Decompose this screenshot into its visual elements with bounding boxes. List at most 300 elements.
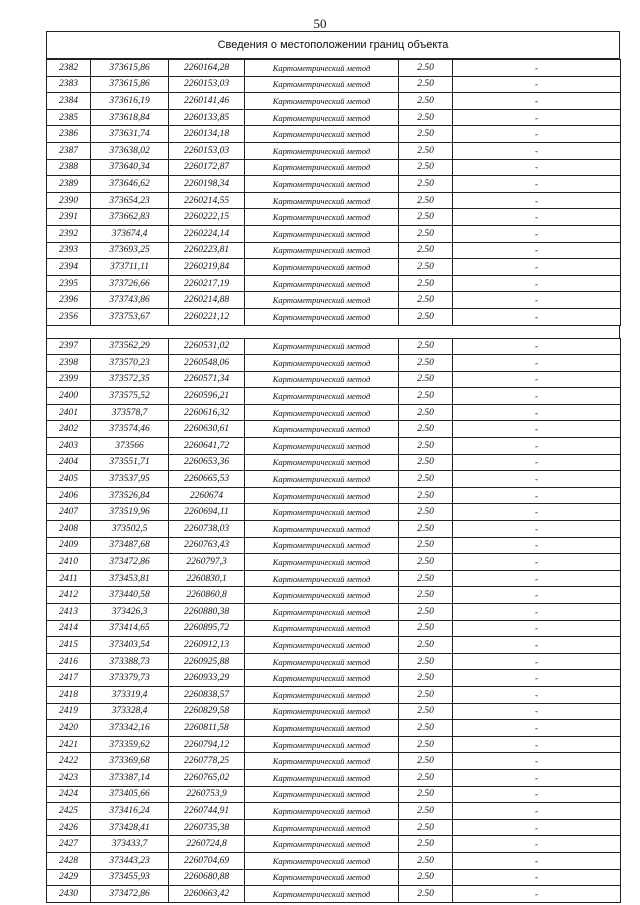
- point-number-cell: 2384: [47, 93, 91, 110]
- coordinate-x-cell: 373551,71: [91, 454, 169, 471]
- coordinate-x-cell: 373414,65: [91, 620, 169, 637]
- table-row: [47, 109, 621, 126]
- coordinate-x-cell: 373654,23: [91, 192, 169, 209]
- coordinate-y-cell: 2260663,42: [169, 886, 245, 903]
- table-row: [47, 176, 621, 193]
- accuracy-cell: 2.50: [399, 686, 453, 703]
- coordinate-y-cell: 2260153,03: [169, 76, 245, 93]
- coordinate-x-cell: 373616,19: [91, 93, 169, 110]
- accuracy-cell: 2.50: [399, 554, 453, 571]
- note-cell: -: [453, 852, 621, 869]
- coordinate-y-cell: 2260763,43: [169, 537, 245, 554]
- coordinate-x-cell: 373319,4: [91, 686, 169, 703]
- method-cell: Картометрический метод: [245, 142, 399, 159]
- note-cell: -: [453, 421, 621, 438]
- note-cell: -: [453, 886, 621, 903]
- table-row: [47, 454, 621, 471]
- coordinate-y-cell: 2260895,72: [169, 620, 245, 637]
- page-number: 50: [313, 16, 327, 31]
- method-cell: Картометрический метод: [245, 587, 399, 604]
- coordinate-x-cell: 373615,86: [91, 76, 169, 93]
- coordinate-y-cell: 2260704,69: [169, 852, 245, 869]
- table-row: [47, 537, 621, 554]
- coordinates-table-2: [46, 338, 621, 903]
- note-cell: -: [453, 471, 621, 488]
- point-number-cell: 2382: [47, 60, 91, 77]
- coordinate-x-cell: 373433,7: [91, 836, 169, 853]
- accuracy-cell: 2.50: [399, 653, 453, 670]
- table-row: [47, 786, 621, 803]
- note-cell: -: [453, 308, 621, 325]
- accuracy-cell: 2.50: [399, 159, 453, 176]
- accuracy-cell: 2.50: [399, 504, 453, 521]
- method-cell: Картометрический метод: [245, 869, 399, 886]
- coordinate-x-cell: 373453,81: [91, 570, 169, 587]
- point-number-cell: 2417: [47, 670, 91, 687]
- table-row: [47, 421, 621, 438]
- accuracy-cell: 2.50: [399, 176, 453, 193]
- note-cell: -: [453, 355, 621, 372]
- point-number-cell: 2393: [47, 242, 91, 259]
- point-number-cell: 2429: [47, 869, 91, 886]
- accuracy-cell: 2.50: [399, 786, 453, 803]
- point-number-cell: 2408: [47, 521, 91, 538]
- method-cell: Картометрический метод: [245, 720, 399, 737]
- coordinate-y-cell: 2260694,11: [169, 504, 245, 521]
- coordinate-y-cell: 2260753,9: [169, 786, 245, 803]
- coordinate-x-cell: 373753,67: [91, 308, 169, 325]
- coordinate-x-cell: 373379,73: [91, 670, 169, 687]
- point-number-cell: 2420: [47, 720, 91, 737]
- table-row: [47, 637, 621, 654]
- coordinate-y-cell: 2260630,61: [169, 421, 245, 438]
- method-cell: Картометрический метод: [245, 803, 399, 820]
- point-number-cell: 2425: [47, 803, 91, 820]
- note-cell: -: [453, 720, 621, 737]
- table-row: [47, 587, 621, 604]
- note-cell: -: [453, 438, 621, 455]
- note-cell: -: [453, 637, 621, 654]
- point-number-cell: 2396: [47, 292, 91, 309]
- table-row: [47, 869, 621, 886]
- table-row: [47, 521, 621, 538]
- coordinate-y-cell: 2260665,53: [169, 471, 245, 488]
- note-cell: -: [453, 604, 621, 621]
- coordinate-y-cell: 2260641,72: [169, 438, 245, 455]
- coordinate-x-cell: 373369,68: [91, 753, 169, 770]
- note-cell: -: [453, 338, 621, 355]
- coordinate-x-cell: 373428,41: [91, 819, 169, 836]
- note-cell: -: [453, 388, 621, 405]
- point-number-cell: 2397: [47, 338, 91, 355]
- table-row: [47, 753, 621, 770]
- note-cell: -: [453, 176, 621, 193]
- point-number-cell: 2389: [47, 176, 91, 193]
- method-cell: Картометрический метод: [245, 259, 399, 276]
- coordinates-table-1: [46, 59, 621, 326]
- point-number-cell: 2385: [47, 109, 91, 126]
- method-cell: Картометрический метод: [245, 637, 399, 654]
- method-cell: Картометрический метод: [245, 471, 399, 488]
- coordinate-x-cell: 373443,23: [91, 852, 169, 869]
- note-cell: -: [453, 819, 621, 836]
- coordinate-x-cell: 373575,52: [91, 388, 169, 405]
- method-cell: Картометрический метод: [245, 242, 399, 259]
- table-row: [47, 653, 621, 670]
- note-cell: -: [453, 60, 621, 77]
- table-row: [47, 670, 621, 687]
- coordinate-y-cell: 2260794,12: [169, 736, 245, 753]
- coordinate-y-cell: 2260735,38: [169, 819, 245, 836]
- coordinate-x-cell: 373537,95: [91, 471, 169, 488]
- table-row: [47, 604, 621, 621]
- note-cell: -: [453, 454, 621, 471]
- method-cell: Картометрический метод: [245, 886, 399, 903]
- note-cell: -: [453, 670, 621, 687]
- point-number-cell: 2406: [47, 487, 91, 504]
- note-cell: -: [453, 653, 621, 670]
- method-cell: Картометрический метод: [245, 653, 399, 670]
- point-number-cell: 2405: [47, 471, 91, 488]
- coordinate-x-cell: 373472,86: [91, 886, 169, 903]
- coordinate-x-cell: 373743,86: [91, 292, 169, 309]
- point-number-cell: 2421: [47, 736, 91, 753]
- point-number-cell: 2391: [47, 209, 91, 226]
- point-number-cell: 2411: [47, 570, 91, 587]
- point-number-cell: 2410: [47, 554, 91, 571]
- accuracy-cell: 2.50: [399, 836, 453, 853]
- accuracy-cell: 2.50: [399, 869, 453, 886]
- method-cell: Картометрический метод: [245, 93, 399, 110]
- accuracy-cell: 2.50: [399, 769, 453, 786]
- coordinate-y-cell: 2260744,91: [169, 803, 245, 820]
- table-row: [47, 803, 621, 820]
- accuracy-cell: 2.50: [399, 371, 453, 388]
- point-number-cell: 2414: [47, 620, 91, 637]
- table-title: Сведения о местоположении границ объекта: [46, 31, 620, 59]
- note-cell: -: [453, 587, 621, 604]
- coordinate-x-cell: 373388,73: [91, 653, 169, 670]
- accuracy-cell: 2.50: [399, 142, 453, 159]
- note-cell: -: [453, 537, 621, 554]
- method-cell: Картометрический метод: [245, 703, 399, 720]
- point-number-cell: 2422: [47, 753, 91, 770]
- coordinate-y-cell: 2260765,02: [169, 769, 245, 786]
- point-number-cell: 2383: [47, 76, 91, 93]
- coordinate-y-cell: 2260219,84: [169, 259, 245, 276]
- accuracy-cell: 2.50: [399, 225, 453, 242]
- coordinate-y-cell: 2260141,46: [169, 93, 245, 110]
- coordinate-y-cell: 2260164,28: [169, 60, 245, 77]
- table-row: [47, 404, 621, 421]
- method-cell: Картометрический метод: [245, 176, 399, 193]
- coordinate-y-cell: 2260596,21: [169, 388, 245, 405]
- coordinate-y-cell: 2260222,15: [169, 209, 245, 226]
- table-row: [47, 338, 621, 355]
- method-cell: Картометрический метод: [245, 388, 399, 405]
- accuracy-cell: 2.50: [399, 736, 453, 753]
- table-row: [47, 487, 621, 504]
- point-number-cell: 2413: [47, 604, 91, 621]
- note-cell: -: [453, 371, 621, 388]
- method-cell: Картометрический метод: [245, 819, 399, 836]
- point-number-cell: 2390: [47, 192, 91, 209]
- table-row: [47, 554, 621, 571]
- coordinate-y-cell: 2260860,8: [169, 587, 245, 604]
- accuracy-cell: 2.50: [399, 388, 453, 405]
- coordinate-y-cell: 2260214,55: [169, 192, 245, 209]
- note-cell: -: [453, 292, 621, 309]
- accuracy-cell: 2.50: [399, 338, 453, 355]
- method-cell: Картометрический метод: [245, 836, 399, 853]
- table-row: [47, 308, 621, 325]
- note-cell: -: [453, 126, 621, 143]
- table-row: [47, 76, 621, 93]
- section-separator: [46, 326, 620, 338]
- coordinate-y-cell: 2260674: [169, 487, 245, 504]
- method-cell: Картометрический метод: [245, 670, 399, 687]
- coordinate-x-cell: 373726,66: [91, 275, 169, 292]
- point-number-cell: 2395: [47, 275, 91, 292]
- coordinate-y-cell: 2260838,57: [169, 686, 245, 703]
- accuracy-cell: 2.50: [399, 587, 453, 604]
- table-row: [47, 93, 621, 110]
- point-number-cell: 2400: [47, 388, 91, 405]
- table-row: [47, 259, 621, 276]
- table-row: [47, 159, 621, 176]
- coordinate-y-cell: 2260933,29: [169, 670, 245, 687]
- accuracy-cell: 2.50: [399, 670, 453, 687]
- method-cell: Картометрический метод: [245, 487, 399, 504]
- accuracy-cell: 2.50: [399, 487, 453, 504]
- method-cell: Картометрический метод: [245, 225, 399, 242]
- coordinate-x-cell: 373455,93: [91, 869, 169, 886]
- coordinate-x-cell: 373416,24: [91, 803, 169, 820]
- accuracy-cell: 2.50: [399, 109, 453, 126]
- coordinate-x-cell: 373711,11: [91, 259, 169, 276]
- accuracy-cell: 2.50: [399, 454, 453, 471]
- coordinate-x-cell: 373387,14: [91, 769, 169, 786]
- table-row: [47, 570, 621, 587]
- note-cell: -: [453, 404, 621, 421]
- method-cell: Картометрический метод: [245, 60, 399, 77]
- method-cell: Картометрический метод: [245, 159, 399, 176]
- coordinate-x-cell: 373403,54: [91, 637, 169, 654]
- coordinate-y-cell: 2260224,14: [169, 225, 245, 242]
- point-number-cell: 2419: [47, 703, 91, 720]
- note-cell: -: [453, 786, 621, 803]
- coordinate-y-cell: 2260548,06: [169, 355, 245, 372]
- table-row: [47, 504, 621, 521]
- table-row: [47, 686, 621, 703]
- table-row: [47, 819, 621, 836]
- table-row: [47, 703, 621, 720]
- method-cell: Картометрический метод: [245, 454, 399, 471]
- table-row: [47, 720, 621, 737]
- accuracy-cell: 2.50: [399, 275, 453, 292]
- coordinate-y-cell: 2260778,25: [169, 753, 245, 770]
- accuracy-cell: 2.50: [399, 292, 453, 309]
- coordinate-y-cell: 2260223,81: [169, 242, 245, 259]
- accuracy-cell: 2.50: [399, 60, 453, 77]
- note-cell: -: [453, 192, 621, 209]
- table-row: [47, 438, 621, 455]
- accuracy-cell: 2.50: [399, 259, 453, 276]
- accuracy-cell: 2.50: [399, 521, 453, 538]
- note-cell: -: [453, 620, 621, 637]
- coordinate-y-cell: 2260153,03: [169, 142, 245, 159]
- note-cell: -: [453, 209, 621, 226]
- method-cell: Картометрический метод: [245, 109, 399, 126]
- point-number-cell: 2426: [47, 819, 91, 836]
- table-row: [47, 388, 621, 405]
- point-number-cell: 2407: [47, 504, 91, 521]
- point-number-cell: 2398: [47, 355, 91, 372]
- coordinate-x-cell: 373342,16: [91, 720, 169, 737]
- table-row: [47, 242, 621, 259]
- note-cell: -: [453, 259, 621, 276]
- coordinate-x-cell: 373574,46: [91, 421, 169, 438]
- accuracy-cell: 2.50: [399, 537, 453, 554]
- point-number-cell: 2388: [47, 159, 91, 176]
- point-number-cell: 2430: [47, 886, 91, 903]
- note-cell: -: [453, 769, 621, 786]
- method-cell: Картометрический метод: [245, 209, 399, 226]
- point-number-cell: 2356: [47, 308, 91, 325]
- coordinate-x-cell: 373487,68: [91, 537, 169, 554]
- accuracy-cell: 2.50: [399, 703, 453, 720]
- point-number-cell: 2428: [47, 852, 91, 869]
- coordinate-y-cell: 2260217,19: [169, 275, 245, 292]
- accuracy-cell: 2.50: [399, 76, 453, 93]
- note-cell: -: [453, 753, 621, 770]
- method-cell: Картометрический метод: [245, 604, 399, 621]
- method-cell: Картометрический метод: [245, 786, 399, 803]
- note-cell: -: [453, 521, 621, 538]
- method-cell: Картометрический метод: [245, 355, 399, 372]
- accuracy-cell: 2.50: [399, 471, 453, 488]
- note-cell: -: [453, 836, 621, 853]
- coordinate-y-cell: 2260571,34: [169, 371, 245, 388]
- point-number-cell: 2401: [47, 404, 91, 421]
- table-row: [47, 852, 621, 869]
- coordinate-x-cell: 373562,29: [91, 338, 169, 355]
- coordinate-y-cell: 2260172,87: [169, 159, 245, 176]
- method-cell: Картометрический метод: [245, 620, 399, 637]
- coordinate-x-cell: 373526,84: [91, 487, 169, 504]
- table-row: [47, 126, 621, 143]
- coordinate-x-cell: 373359,62: [91, 736, 169, 753]
- coordinate-y-cell: 2260912,13: [169, 637, 245, 654]
- coordinate-x-cell: 373328,4: [91, 703, 169, 720]
- coordinate-x-cell: 373570,23: [91, 355, 169, 372]
- point-number-cell: 2424: [47, 786, 91, 803]
- accuracy-cell: 2.50: [399, 242, 453, 259]
- table-row: [47, 769, 621, 786]
- note-cell: -: [453, 225, 621, 242]
- method-cell: Картометрический метод: [245, 570, 399, 587]
- coordinate-x-cell: 373519,96: [91, 504, 169, 521]
- coordinate-y-cell: 2260880,38: [169, 604, 245, 621]
- accuracy-cell: 2.50: [399, 720, 453, 737]
- point-number-cell: 2403: [47, 438, 91, 455]
- coordinates-table-1-body: [47, 60, 621, 326]
- coordinate-y-cell: 2260680,88: [169, 869, 245, 886]
- point-number-cell: 2394: [47, 259, 91, 276]
- accuracy-cell: 2.50: [399, 192, 453, 209]
- accuracy-cell: 2.50: [399, 355, 453, 372]
- note-cell: -: [453, 93, 621, 110]
- method-cell: Картометрический метод: [245, 521, 399, 538]
- method-cell: Картометрический метод: [245, 126, 399, 143]
- point-number-cell: 2427: [47, 836, 91, 853]
- note-cell: -: [453, 109, 621, 126]
- note-cell: -: [453, 487, 621, 504]
- table-row: [47, 471, 621, 488]
- accuracy-cell: 2.50: [399, 438, 453, 455]
- table-row: [47, 620, 621, 637]
- note-cell: -: [453, 275, 621, 292]
- method-cell: Картометрический метод: [245, 504, 399, 521]
- note-cell: -: [453, 686, 621, 703]
- accuracy-cell: 2.50: [399, 637, 453, 654]
- accuracy-cell: 2.50: [399, 308, 453, 325]
- coordinate-y-cell: 2260724,8: [169, 836, 245, 853]
- note-cell: -: [453, 554, 621, 571]
- point-number-cell: 2404: [47, 454, 91, 471]
- table-row: [47, 60, 621, 77]
- point-number-cell: 2386: [47, 126, 91, 143]
- coordinate-y-cell: 2260133,85: [169, 109, 245, 126]
- coordinate-x-cell: 373631,74: [91, 126, 169, 143]
- point-number-cell: 2402: [47, 421, 91, 438]
- table-row: [47, 736, 621, 753]
- note-cell: -: [453, 869, 621, 886]
- coordinate-y-cell: 2260830,1: [169, 570, 245, 587]
- coordinate-x-cell: 373405,66: [91, 786, 169, 803]
- point-number-cell: 2387: [47, 142, 91, 159]
- method-cell: Картометрический метод: [245, 308, 399, 325]
- accuracy-cell: 2.50: [399, 803, 453, 820]
- accuracy-cell: 2.50: [399, 421, 453, 438]
- method-cell: Картометрический метод: [245, 76, 399, 93]
- table-row: [47, 836, 621, 853]
- table-row: [47, 209, 621, 226]
- accuracy-cell: 2.50: [399, 604, 453, 621]
- coordinate-y-cell: 2260811,58: [169, 720, 245, 737]
- coordinate-y-cell: 2260134,18: [169, 126, 245, 143]
- method-cell: Картометрический метод: [245, 769, 399, 786]
- coordinate-x-cell: 373502,5: [91, 521, 169, 538]
- coordinate-y-cell: 2260616,32: [169, 404, 245, 421]
- table-row: [47, 225, 621, 242]
- coordinate-x-cell: 373440,58: [91, 587, 169, 604]
- coordinates-table-2-body: [47, 338, 621, 902]
- note-cell: -: [453, 570, 621, 587]
- coordinate-x-cell: 373646,62: [91, 176, 169, 193]
- coordinate-y-cell: 2260214,88: [169, 292, 245, 309]
- method-cell: Картометрический метод: [245, 371, 399, 388]
- point-number-cell: 2399: [47, 371, 91, 388]
- method-cell: Картометрический метод: [245, 275, 399, 292]
- accuracy-cell: 2.50: [399, 93, 453, 110]
- method-cell: Картометрический метод: [245, 292, 399, 309]
- accuracy-cell: 2.50: [399, 886, 453, 903]
- method-cell: Картометрический метод: [245, 404, 399, 421]
- point-number-cell: 2392: [47, 225, 91, 242]
- table-row: [47, 886, 621, 903]
- table-row: [47, 192, 621, 209]
